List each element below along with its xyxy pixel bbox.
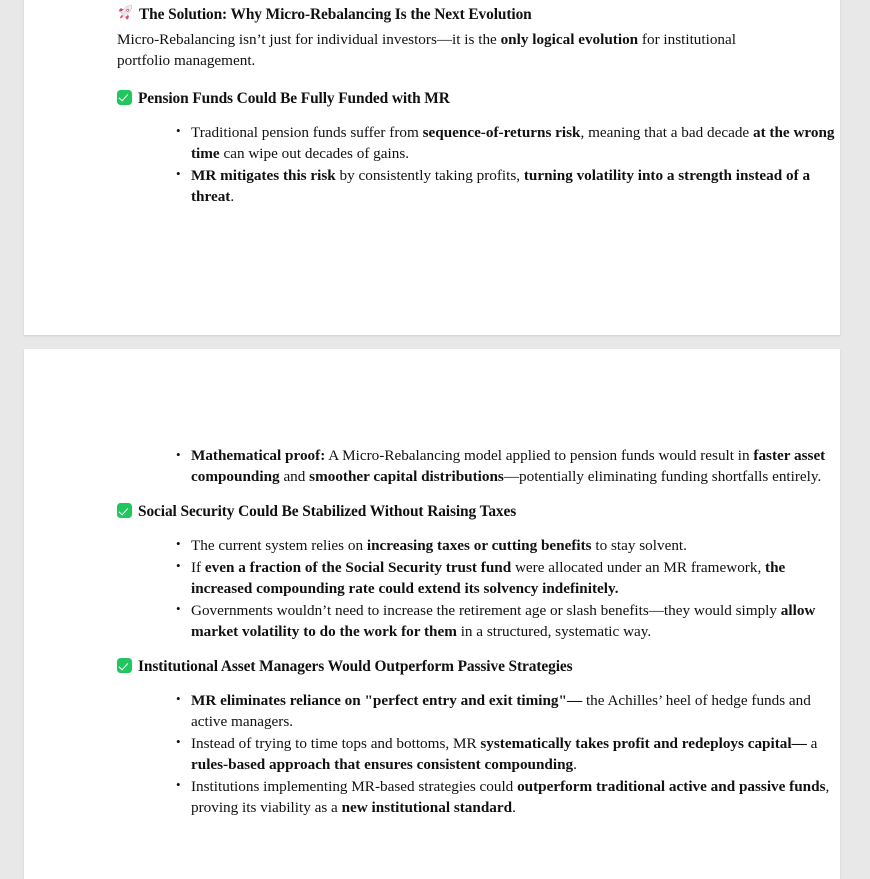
document-page-2 [24,349,840,879]
check-icon [117,503,132,518]
list-item-text: The current system relies on [191,536,367,554]
list-item-text: the Achilles’ heel of hedge funds and active managers. [191,691,811,730]
list-item-emphasis: turning volatility into a strength instead of a threat [191,166,811,205]
list-item-emphasis: systematically takes profit and redeploys capital— [480,734,807,752]
list-item-emphasis: even a fraction of the Social Security trust fund [204,558,512,576]
list-item-text: If [191,558,205,576]
list-item [117,557,840,599]
solution-heading-text: The Solution: Why Micro-Rebalancing Is the Next Evolution [139,6,532,23]
list-item-emphasis: allow market volatility to do the work for them [191,601,816,640]
list-item [117,165,840,207]
list-item-emphasis: sequence-of-returns risk [422,123,581,141]
pension-bullet-list [117,122,840,207]
list-item-text: Governments wouldn’t need to increase the retirement age or slash benefits—they would simply [191,601,781,619]
list-item-emphasis: at the wrong time [191,123,835,162]
list-item-text: a [806,734,818,752]
social-security-bullet-list [117,535,840,642]
list-item [117,690,840,732]
list-item-text: , meaning that a bad decade [580,123,753,141]
solution-heading [117,4,840,27]
list-item-text: in a structured, systematic way. [456,623,652,640]
institutional-bullet-list [117,690,840,818]
check-icon [117,90,132,105]
list-item-emphasis: increasing taxes or cutting benefits [366,536,592,554]
list-item-text: Instead of trying to time tops and bottoms, MR [191,734,481,752]
pension-heading [117,89,840,109]
institutional-heading [117,657,840,677]
list-item-emphasis: MR mitigates this risk [191,166,336,184]
list-item-text: . [230,187,235,205]
list-item [117,733,840,775]
list-item-text: Institutions implementing MR-based strategies could [191,777,518,795]
check-icon [117,658,132,673]
list-item [117,535,840,556]
list-item [117,776,840,818]
pension-heading-text: Pension Funds Could Be Fully Funded with MR [138,89,450,107]
list-item-text: Traditional pension funds suffer from [191,123,423,141]
list-item [117,445,840,487]
intro-part-2: for institutional portfolio management. [117,30,736,69]
list-item-text: were allocated under an MR framework, [511,558,766,576]
list-item-emphasis: new institutional standard [341,799,513,816]
institutional-heading-text: Institutional Asset Managers Would Outperform Passive Strategies [138,658,573,676]
rocket-icon [117,4,136,27]
list-item-text: . [512,799,516,816]
list-item-emphasis: the increased compounding rate could extend its solvency indefinitely. [191,558,786,597]
list-item-text: . [573,755,577,773]
list-item-text: and [279,468,310,486]
list-item-emphasis: rules-based approach that ensures consistent compounding [191,755,574,773]
list-item [117,122,840,164]
list-item-text: A Micro-Rebalancing model applied to pension funds would result in [325,447,754,464]
intro-part-1: Micro-Rebalancing isn’t just for individual investors—it is the [117,30,501,48]
social-security-heading-text: Social Security Could Be Stabilized Without Raising Taxes [138,503,517,521]
list-item-text: to stay solvent. [591,536,687,554]
list-item [117,600,840,642]
list-item-text: —potentially eliminating funding shortfalls entirely. [503,468,822,486]
list-item-emphasis: outperform traditional active and passive funds [517,777,826,795]
list-item-emphasis: faster asset compounding [191,447,826,486]
social-security-heading [117,502,840,522]
list-item-emphasis: Mathematical proof: [191,447,326,464]
list-item-text: by consistently taking profits, [335,166,524,184]
list-item-text: , proving its viability as a [191,777,830,816]
intro-bold: only logical evolution [500,30,639,48]
math-bullet-list [117,445,840,487]
intro-paragraph [117,29,747,71]
document-page-1 [24,0,840,335]
list-item-text: can wipe out decades of gains. [219,144,410,162]
list-item-emphasis: smoother capital distributions [309,468,504,486]
list-item-emphasis: MR eliminates reliance on "perfect entry and exit timing"— [191,691,583,709]
